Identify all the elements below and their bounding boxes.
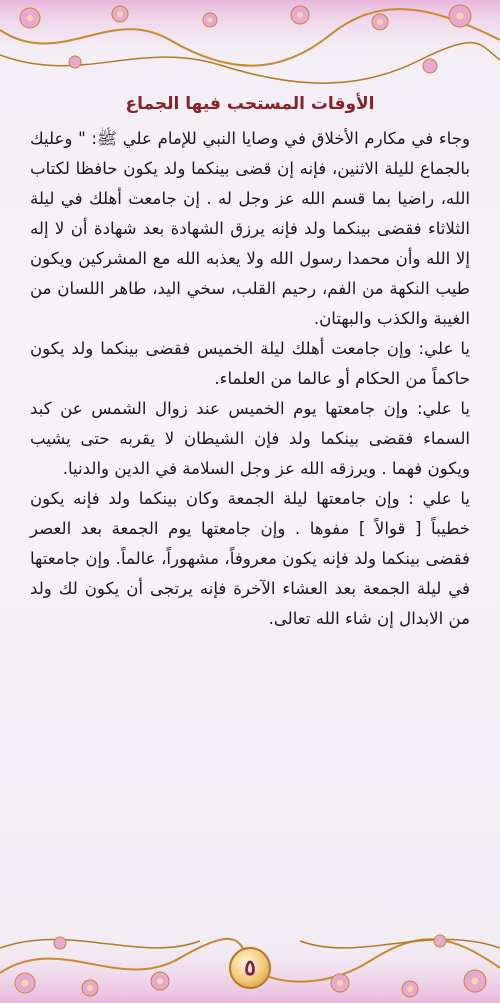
paragraph-2: يا علي: وإن جامعت أهلك ليلة الخميس فقضى بينكما ولد يكون حاكماً من الحكام أو عالما من العلماء.: [30, 339, 470, 388]
page-title: الأوقات المستحب فيها الجماع: [125, 94, 375, 114]
paragraph-3: يا علي: وإن جامعتها يوم الخميس عند زوال الشمس عن كبد السماء فقضى بينكما ولد فإن الشيطان لا يقربه حتى يشيب ويكون فهما . ويرزقه الله عز وجل السلامة في الدين والدنيا.: [30, 399, 470, 478]
document-page: [30, 92, 470, 872]
paragraph-4: يا علي : وإن جامعتها ليلة الجمعة وكان بينكما ولد فإنه يكون خطيباً [ قوالاً ] مفوها . وإن جامعتها يوم الجمعة بعد العصر فقضى بينكما ولد فإنه يكون معروفاً، مشهوراً، عالماً. وإن جامعتها في ليلة الجمعة بعد العشاء الآخرة فإنه يرتجى أن يكون لك ولد من الابدال إن شاء الله تعالى.: [30, 489, 470, 628]
top-floral-border: [0, 0, 500, 95]
paragraph-1: وجاء في مكارم الأخلاق في وصايا النبي للإمام علي ﷺ: " وعليك بالجماع لليلة الاثنين، فإنه إن قضى بينكما ولد يكون حافظا لكتاب الله، راضيا بما قسم الله عز وجل له . إن جامعت أهلك في ليلة الثلاثاء فقضى بينكما ولد فإنه يرزق الشهادة بعد شهادة أن لا إله إلا الله وأن محمدا رسول الله ولا يعذبه الله مع المشركين ويكون طيب النكهة من الفم، رحيم القلب، سخي اليد، طاهر اللسان من الغيبة والكذب والبهتان.: [30, 129, 470, 328]
page-number-badge: ٥: [229, 947, 271, 989]
